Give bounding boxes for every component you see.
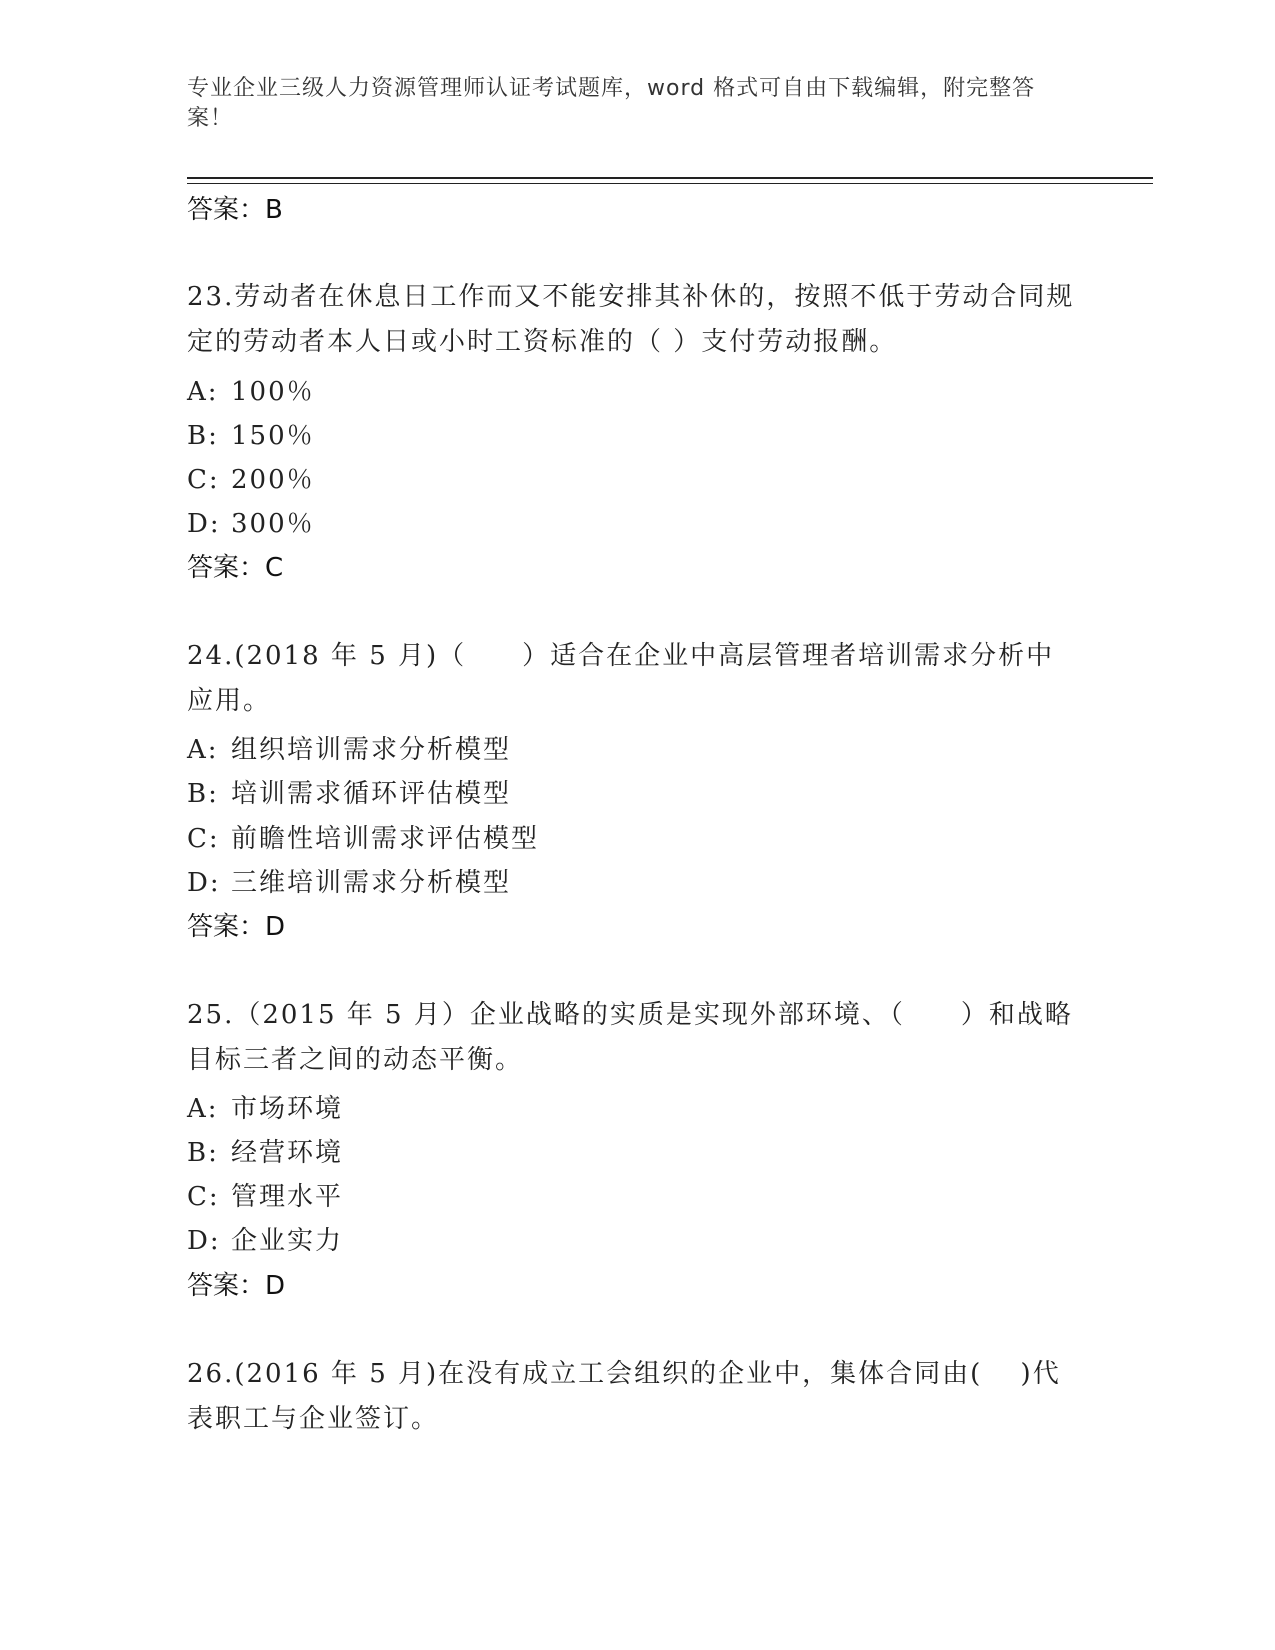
answer-25: 答案：D [187, 1271, 286, 1301]
option-text: 前瞻性培训需求评估模型 [231, 824, 540, 854]
option-text: 100％ [231, 377, 315, 407]
option-key: A: [187, 1094, 219, 1124]
option-text: 管理水平 [231, 1182, 344, 1212]
question-23-option-d [187, 508, 315, 540]
question-24-option-a [187, 734, 511, 766]
option-key: D: [187, 509, 221, 539]
option-text: 市场环境 [231, 1094, 344, 1124]
option-key: D: [187, 868, 221, 898]
option-text: 企业实力 [231, 1226, 344, 1256]
header-rule-thick [187, 177, 1153, 179]
document-header: 专业企业三级人力资源管理师认证考试题库，word 格式可自由下载编辑，附完整答案！ [187, 76, 1036, 131]
question-24-option-b [187, 778, 511, 810]
option-text: 经营环境 [231, 1138, 344, 1168]
option-key: C: [187, 824, 220, 854]
question-24-option-d [187, 867, 511, 899]
option-text: 组织培训需求分析模型 [231, 735, 512, 765]
option-key: D: [187, 1226, 221, 1256]
header-rule-thin [187, 183, 1153, 184]
option-key: B: [187, 421, 219, 451]
option-text: 150％ [231, 421, 315, 451]
question-26-stem: 26.(2016 年 5 月)在没有成立工会组织的企业中，集体合同由( )代表职工与企业签订。 [187, 1359, 1061, 1434]
option-key: C: [187, 1182, 220, 1212]
question-25-option-d [187, 1225, 343, 1257]
option-key: B: [187, 1138, 219, 1168]
option-text: 三维培训需求分析模型 [231, 868, 512, 898]
option-key: A: [187, 377, 219, 407]
answer-22: 答案：B [187, 195, 283, 225]
option-text: 300％ [231, 509, 315, 539]
question-25-stem: 25.（2015 年 5 月）企业战略的实质是实现外部环境、（ ）和战略目标三者之间的动态平衡。 [187, 1000, 1073, 1075]
option-key: C: [187, 465, 220, 495]
option-key: A: [187, 735, 219, 765]
option-text: 培训需求循环评估模型 [231, 779, 512, 809]
question-23-stem: 23.劳动者在休息日工作而又不能安排其补休的，按照不低于劳动合同规定的劳动者本人日或小时工资标准的（ ）支付劳动报酬。 [187, 282, 1075, 357]
question-24-option-c [187, 823, 539, 855]
question-24-stem: 24.(2018 年 5 月)（ ）适合在企业中高层管理者培训需求分析中应用。 [187, 641, 1055, 716]
option-text: 200％ [231, 465, 315, 495]
question-23-option-a [187, 376, 315, 408]
question-23-option-b [187, 420, 315, 452]
question-25-option-c [187, 1181, 343, 1213]
question-25-option-a [187, 1093, 343, 1125]
question-25-option-b [187, 1137, 343, 1169]
answer-24: 答案：D [187, 912, 286, 942]
question-23-option-c [187, 464, 315, 496]
answer-23: 答案：C [187, 553, 284, 583]
option-key: B: [187, 779, 219, 809]
